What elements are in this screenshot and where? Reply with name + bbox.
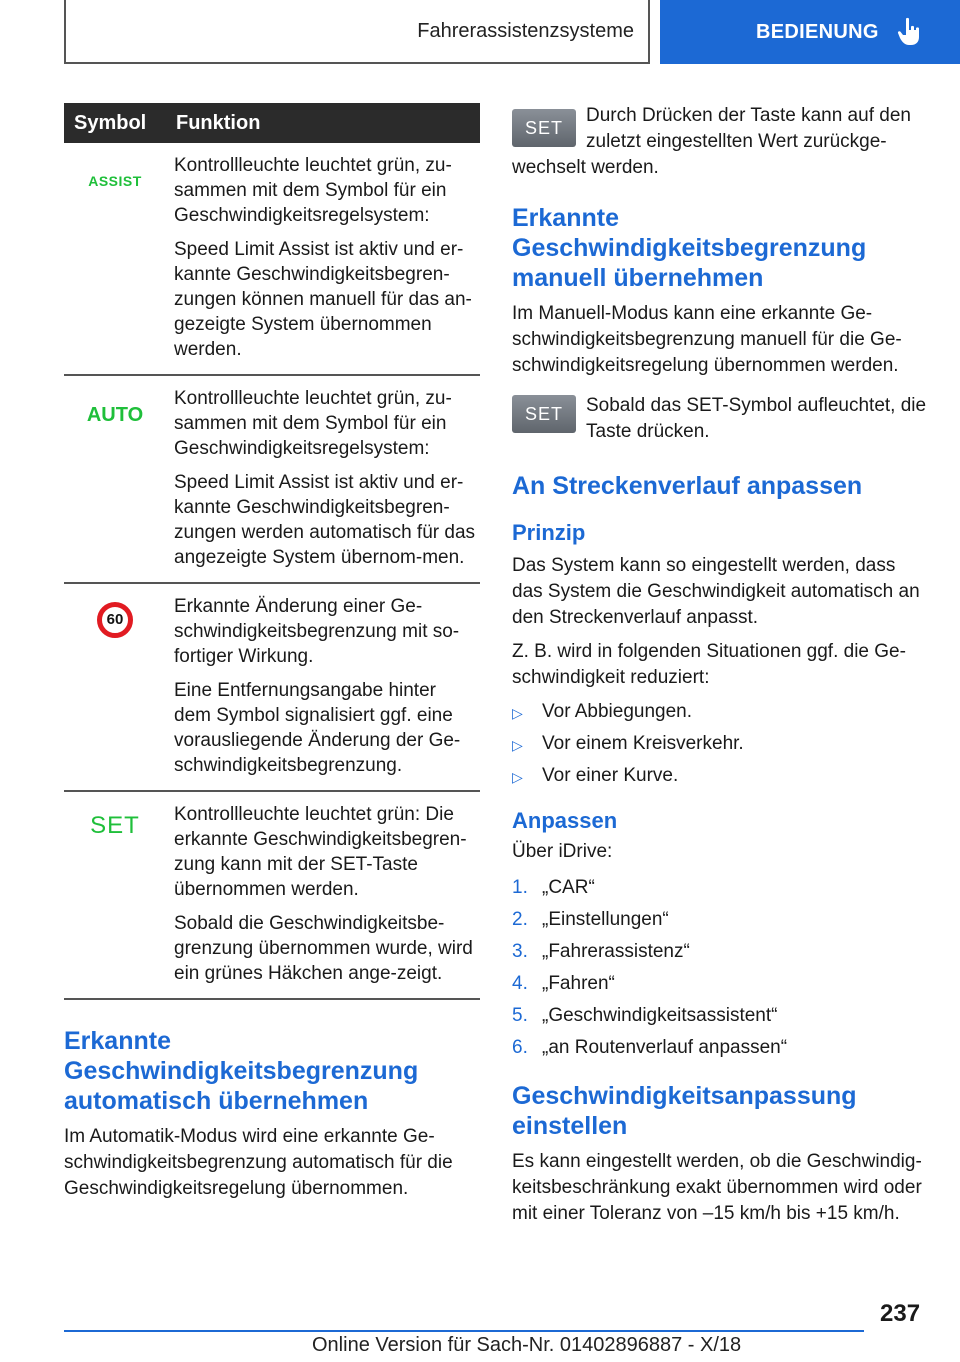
row-text: Kontrollleuchte leuchtet grün, zu-sammen mit dem Symbol für ein Geschwindigkeitsregelsystem: (174, 155, 452, 226)
set-text-1: Durch Drücken der Taste kann auf den zuletzt eingestellten Wert zurückge-wechselt werden. (512, 105, 911, 178)
adjust-intro: Über iDrive: (512, 841, 613, 862)
page-number: 237 (880, 1300, 921, 1327)
list-item: ▷ Vor einem Kreisverkehr. (512, 731, 928, 757)
heading-adjust: Anpassen (512, 808, 618, 833)
row-text: Kontrollleuchte leuchtet grün: Die erkannte Geschwindigkeitsbegren-zung kann mit der SET-Taste übernommen werden. (174, 804, 467, 900)
speed-adjust-text: Es kann eingestellt werden, ob die Geschwindig-keitsbeschränkung exakt übernommen wird oder mit einer Toleranz von –15 km/h bis +15 km/h. (512, 1151, 922, 1224)
footer-divider (64, 1330, 864, 1332)
list-item: 5. „Geschwindigkeitsassistent“ (512, 1005, 778, 1026)
heading-manual-adopt: Erkannte Geschwindigkeitsbegrenzung manuell übernehmen (512, 204, 867, 292)
set-button-icon: SET (512, 395, 576, 433)
principle-text-1: Das System kann so eingestellt werden, dass das System die Geschwindigkeit automatisch an den Streckenverlauf anpasst. (512, 555, 920, 628)
auto-indicator-icon: AUTO (86, 404, 144, 426)
table-row (64, 583, 480, 791)
left-column (64, 103, 480, 1202)
table-row (64, 143, 480, 375)
auto-adopt-text: Im Automatik-Modus wird eine erkannte Ge-schwindigkeitsbegrenzung automatisch für die Geschwindigkeitsregelung übernommen. (64, 1126, 453, 1199)
table-row (64, 375, 480, 583)
symbol-table (64, 103, 480, 1000)
right-column (512, 103, 928, 1227)
row-text: Erkannte Änderung einer Ge-schwindigkeitsbegrenzung mit so-fortiger Wirkung. (174, 596, 460, 667)
steps-list (512, 875, 928, 1061)
header-section-title (64, 0, 650, 64)
principle-text-2: Z. B. wird in folgenden Situationen ggf. die Ge-schwindigkeit reduziert: (512, 641, 906, 688)
row-text: Sobald die Geschwindigkeitsbe-grenzung übernommen wurde, wird ein grünes Häkchen ange-zeigt. (174, 913, 473, 984)
heading-route: An Streckenverlauf anpassen (512, 472, 863, 500)
speed-limit-sign-icon: 60 (97, 602, 133, 638)
table-row (64, 791, 480, 999)
list-item: ▷ Vor einer Kurve. (512, 763, 928, 789)
heading-speed-adjust: Geschwindigkeitsanpassung einstellen (512, 1082, 857, 1140)
list-item: 3. „Fahrerassistenz“ (512, 941, 690, 962)
row-text: Kontrollleuchte leuchtet grün, zu-sammen mit dem Symbol für ein Geschwindigkeitsregelsystem: (174, 388, 452, 459)
triangle-bullet-icon: ▷ (512, 769, 523, 785)
row-text: Speed Limit Assist ist aktiv und er-kannte Geschwindigkeitsbegren-zungen können manuell für das an-gezeigte System übernommen werden. (174, 239, 472, 360)
heading-auto-adopt: Erkannte Geschwindigkeitsbegrenzung automatisch übernehmen (64, 1027, 419, 1115)
list-item: 4. „Fahren“ (512, 973, 615, 994)
assist-indicator-icon: ASSIST (88, 173, 142, 189)
situation-list (512, 699, 928, 789)
triangle-bullet-icon: ▷ (512, 705, 523, 721)
list-item: ▷ Vor Abbiegungen. (512, 699, 928, 725)
manual-adopt-text: Im Manuell-Modus kann eine erkannte Ge-schwindigkeitsbegrenzung manuell für die Ge-schwindigkeitsregelung übernommen werden. (512, 303, 902, 376)
heading-principle: Prinzip (512, 520, 586, 545)
header-chapter-tab (660, 0, 960, 64)
col-header-function: Funktion (166, 103, 480, 143)
row-text: Speed Limit Assist ist aktiv und er-kannte Geschwindigkeitsbegren-zungen werden automatisch für das angezeigte System übernom-men. (174, 472, 476, 568)
col-header-symbol: Symbol (64, 103, 166, 143)
list-item: 6. „an Routenverlauf anpassen“ (512, 1037, 788, 1058)
list-item: 1. „CAR“ (512, 877, 595, 898)
footer-version: Online Version für Sach-Nr. 01402896887 - X/18 (312, 1334, 742, 1356)
triangle-bullet-icon: ▷ (512, 737, 523, 753)
list-item: 2. „Einstellungen“ (512, 909, 669, 930)
section-title: Fahrerassistenzsysteme (417, 19, 634, 42)
set-indicator-icon: SET (90, 812, 140, 839)
set-text-2: Sobald das SET-Symbol aufleuchtet, die Taste drücken. (586, 395, 927, 442)
chapter-title: BEDIENUNG (756, 20, 879, 43)
set-button-icon: SET (512, 109, 576, 147)
pointing-hand-icon (897, 17, 923, 47)
row-text: Eine Entfernungsangabe hinter dem Symbol signalisiert ggf. eine vorausliegende Änderung der Ge-schwindigkeitsbegrenzung. (174, 680, 461, 776)
